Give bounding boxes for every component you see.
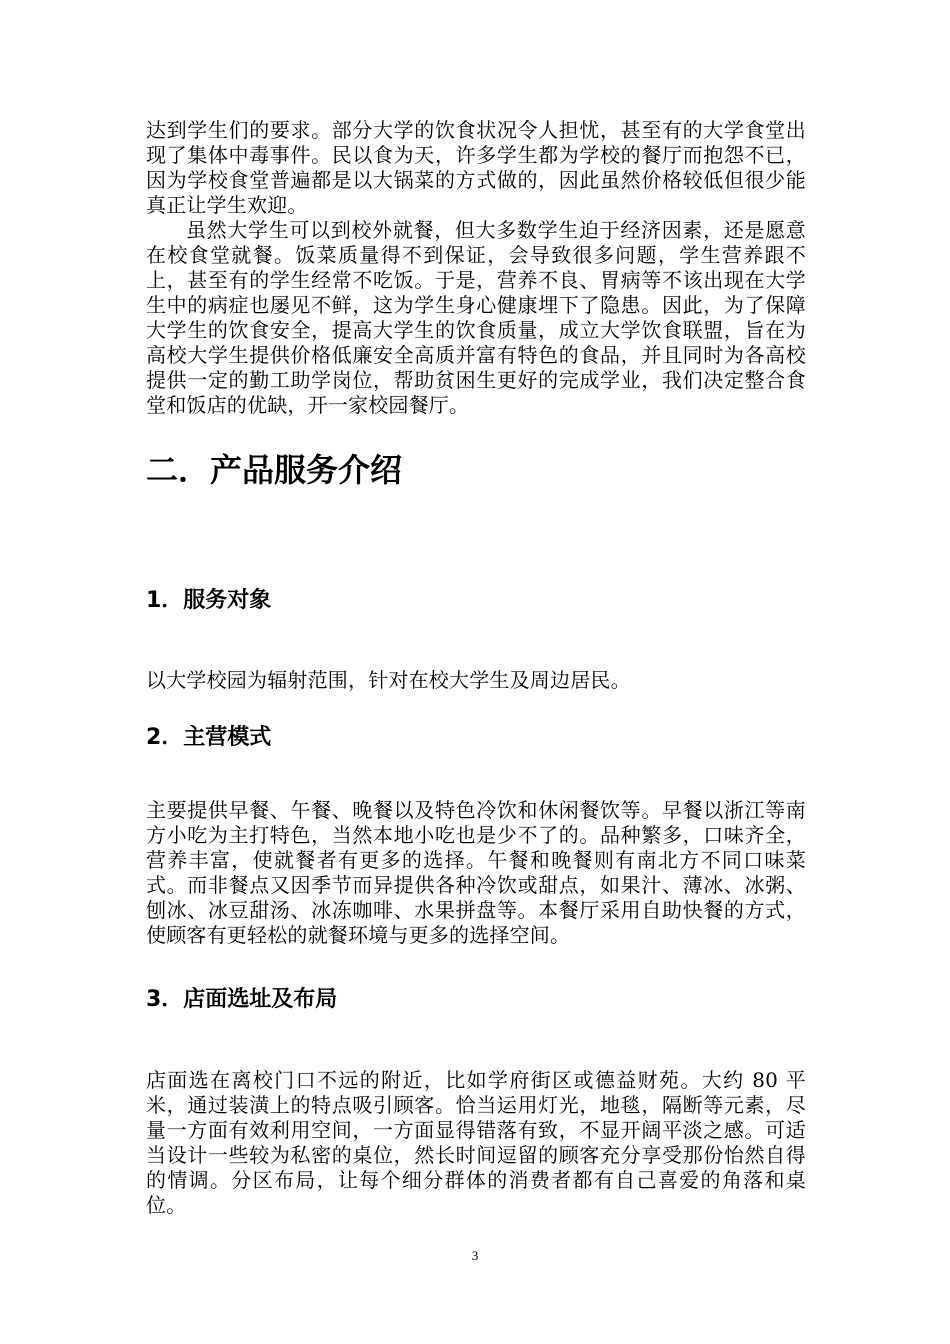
subsection-text-service-target: 以大学校园为辐射范围，针对在校大学生及周边居民。	[146, 668, 631, 692]
subsection-title-location-layout: 3．店面选址及布局	[146, 987, 338, 1012]
intro-paragraph-1: 达到学生们的要求。部分大学的饮食状况令人担忧，甚至有的大学食堂出现了集体中毒事件。民以食为天，许多学生都为学校的餐厅而抱怨不已，因为学校食堂普遍都是以大锅菜的方式做的，因此虽然价格较低但很少能真正让学生欢迎。	[146, 118, 806, 217]
intro-block	[146, 118, 806, 418]
subsection-text-location-layout-block	[146, 1068, 806, 1218]
subsection-text-service-target-block	[146, 668, 806, 693]
subsection-title-business-model: 2．主营模式	[146, 725, 272, 750]
section-title: 二．产品服务介绍	[146, 451, 403, 489]
subsection-text-location-layout: 店面选在离校门口不远的附近，比如学府街区或德益财苑。大约 80 平米，通过装潢上的特点吸引顾客。恰当运用灯光，地毯，隔断等元素，尽量一方面有效利用空间，一方面显得错落有致，不显开阔平淡之感。可适当设计一些较为私密的桌位，然长时间逗留的顾客充分享受那份怡然自得的情调。分区布局，让每个细分群体的消费者都有自己喜爱的角落和桌位。	[146, 1068, 806, 1217]
subsection-text-business-model: 主要提供早餐、午餐、晚餐以及特色冷饮和休闲餐饮等。早餐以浙江等南方小吃为主打特色，当然本地小吃也是少不了的。品种繁多，口味齐全，营养丰富，使就餐者有更多的选择。午餐和晚餐则有南北方不同口味菜式。而非餐点又因季节而异提供各种冷饮或甜点，如果汁、薄冰、冰粥、刨冰、冰豆甜汤、冰冻咖啡、水果拼盘等。本餐厅采用自助快餐的方式，使顾客有更轻松的就餐环境与更多的选择空间。	[146, 798, 806, 947]
subsection-text-business-model-block	[146, 798, 806, 948]
page-number: 3	[471, 1248, 479, 1263]
intro-paragraph-2: 虽然大学生可以到校外就餐，但大多数学生迫于经济因素，还是愿意在校食堂就餐。饭菜质量得不到保证，会导致很多问题，学生营养跟不上，甚至有的学生经常不吃饭。于是，营养不良、胃病等不该出现在大学生中的病症也屡见不鲜，这为学生身心健康埋下了隐患。因此，为了保障大学生的饮食安全，提高大学生的饮食质量，成立大学饮食联盟，旨在为高校大学生提供价格低廉安全高质并富有特色的食品，并且同时为各高校提供一定的勤工助学岗位，帮助贫困生更好的完成学业，我们决定整合食堂和饭店的优缺，开一家校园餐厅。	[146, 218, 806, 417]
subsection-title-service-target: 1．服务对象	[146, 588, 272, 613]
